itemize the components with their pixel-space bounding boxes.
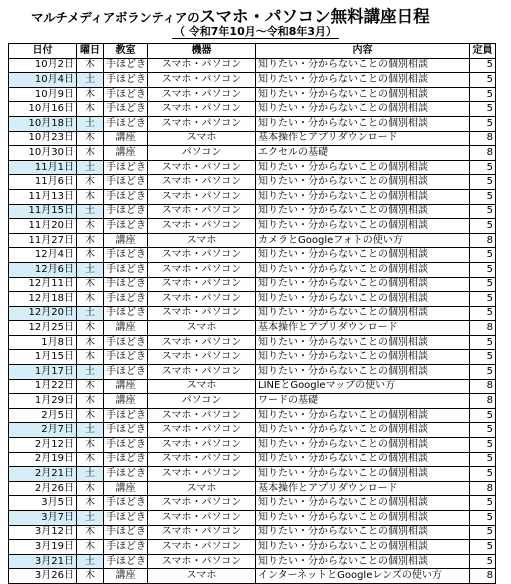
cell-classroom: 講座 (104, 379, 148, 394)
cell-date: 11月6日 (9, 175, 77, 190)
cell-day: 土 (77, 467, 104, 482)
title-prefix: マルチメディアボランティアの (31, 10, 200, 25)
cell-capacity: 5 (470, 116, 496, 131)
table-row (9, 496, 496, 511)
table-row (9, 350, 496, 365)
table-row (9, 569, 496, 584)
cell-day: 土 (77, 365, 104, 380)
cell-capacity: 5 (470, 160, 496, 175)
table-row (9, 131, 496, 146)
cell-day: 木 (77, 321, 104, 336)
cell-content: 知りたい・分からないことの個別相談 (256, 87, 470, 102)
cell-device: スマホ・パソコン (148, 365, 256, 380)
table-row (9, 102, 496, 117)
cell-content: インターネットとGoogleレンズの使い方 (256, 569, 470, 584)
cell-capacity: 5 (470, 219, 496, 234)
cell-date: 10月2日 (9, 58, 77, 73)
header-device: 機器 (148, 44, 256, 59)
cell-device: スマホ・パソコン (148, 277, 256, 292)
cell-day: 木 (77, 525, 104, 540)
table-row (9, 408, 496, 423)
cell-capacity: 5 (470, 87, 496, 102)
cell-day: 木 (77, 219, 104, 234)
cell-device: スマホ・パソコン (148, 423, 256, 438)
cell-device: スマホ・パソコン (148, 554, 256, 569)
cell-capacity: 5 (470, 423, 496, 438)
cell-classroom: 手ほどき (104, 467, 148, 482)
period-subtitle (0, 23, 511, 39)
header-day: 曜日 (77, 44, 104, 59)
cell-date: 2月12日 (9, 438, 77, 453)
cell-content: 知りたい・分からないことの個別相談 (256, 423, 470, 438)
cell-device: スマホ (148, 379, 256, 394)
cell-device: スマホ・パソコン (148, 204, 256, 219)
cell-classroom: 手ほどき (104, 438, 148, 453)
cell-content: LINEとGoogleマップの使い方 (256, 379, 470, 394)
cell-classroom: 講座 (104, 146, 148, 161)
title-main: スマホ・パソコン無料講座日程 (199, 7, 430, 26)
cell-device: スマホ・パソコン (148, 511, 256, 526)
cell-device: スマホ・パソコン (148, 73, 256, 88)
cell-classroom: 講座 (104, 233, 148, 248)
cell-capacity: 8 (470, 569, 496, 584)
cell-device: スマホ・パソコン (148, 496, 256, 511)
cell-classroom: 手ほどき (104, 189, 148, 204)
cell-capacity: 5 (470, 496, 496, 511)
cell-day: 土 (77, 160, 104, 175)
cell-content: 知りたい・分からないことの個別相談 (256, 116, 470, 131)
cell-device: スマホ・パソコン (148, 175, 256, 190)
cell-day: 木 (77, 540, 104, 555)
cell-day: 木 (77, 102, 104, 117)
table-row (9, 175, 496, 190)
cell-date: 3月12日 (9, 525, 77, 540)
table-row (9, 365, 496, 380)
cell-day: 土 (77, 511, 104, 526)
table-row (9, 73, 496, 88)
cell-capacity: 5 (470, 248, 496, 263)
cell-day: 木 (77, 189, 104, 204)
cell-date: 10月18日 (9, 116, 77, 131)
cell-classroom: 手ほどき (104, 248, 148, 263)
cell-date: 12月25日 (9, 321, 77, 336)
table-row (9, 248, 496, 263)
cell-day: 木 (77, 438, 104, 453)
cell-day: 土 (77, 262, 104, 277)
cell-device: スマホ・パソコン (148, 467, 256, 482)
table-row (9, 540, 496, 555)
cell-content: エクセルの基礎 (256, 146, 470, 161)
cell-date: 1月17日 (9, 365, 77, 380)
cell-capacity: 5 (470, 175, 496, 190)
cell-day: 木 (77, 58, 104, 73)
cell-classroom: 手ほどき (104, 365, 148, 380)
cell-capacity: 5 (470, 73, 496, 88)
cell-day: 木 (77, 233, 104, 248)
cell-content: 知りたい・分からないことの個別相談 (256, 540, 470, 555)
cell-device: パソコン (148, 146, 256, 161)
cell-day: 木 (77, 292, 104, 307)
cell-content: 知りたい・分からないことの個別相談 (256, 204, 470, 219)
table-row (9, 233, 496, 248)
cell-content: 基本操作とアプリダウンロード (256, 321, 470, 336)
cell-capacity: 5 (470, 467, 496, 482)
cell-day: 木 (77, 146, 104, 161)
cell-date: 10月23日 (9, 131, 77, 146)
cell-classroom: 講座 (104, 321, 148, 336)
cell-date: 3月26日 (9, 569, 77, 584)
cell-device: スマホ・パソコン (148, 116, 256, 131)
cell-capacity: 5 (470, 58, 496, 73)
cell-device: スマホ・パソコン (148, 248, 256, 263)
cell-capacity: 5 (470, 408, 496, 423)
cell-device: スマホ (148, 131, 256, 146)
cell-day: 木 (77, 481, 104, 496)
cell-capacity: 8 (470, 146, 496, 161)
schedule-body (9, 58, 496, 583)
cell-content: 知りたい・分からないことの個別相談 (256, 438, 470, 453)
cell-content: 基本操作とアプリダウンロード (256, 131, 470, 146)
cell-classroom: 手ほどき (104, 87, 148, 102)
document-header (0, 0, 511, 43)
table-row (9, 321, 496, 336)
cell-classroom: 手ほどき (104, 277, 148, 292)
cell-capacity: 5 (470, 189, 496, 204)
table-row (9, 335, 496, 350)
cell-date: 2月19日 (9, 452, 77, 467)
cell-content: 知りたい・分からないことの個別相談 (256, 73, 470, 88)
cell-date: 11月1日 (9, 160, 77, 175)
cell-content: 知りたい・分からないことの個別相談 (256, 350, 470, 365)
cell-capacity: 5 (470, 365, 496, 380)
cell-capacity: 5 (470, 277, 496, 292)
cell-day: 土 (77, 423, 104, 438)
cell-capacity: 5 (470, 540, 496, 555)
cell-day: 土 (77, 554, 104, 569)
cell-date: 11月20日 (9, 219, 77, 234)
cell-capacity: 5 (470, 335, 496, 350)
cell-device: スマホ・パソコン (148, 335, 256, 350)
cell-day: 木 (77, 175, 104, 190)
cell-classroom: 手ほどき (104, 116, 148, 131)
table-row (9, 204, 496, 219)
cell-date: 10月4日 (9, 73, 77, 88)
cell-classroom: 講座 (104, 131, 148, 146)
cell-day: 土 (77, 116, 104, 131)
table-row (9, 423, 496, 438)
header-classroom: 教室 (104, 44, 148, 59)
cell-capacity: 5 (470, 452, 496, 467)
cell-date: 11月13日 (9, 189, 77, 204)
table-row (9, 219, 496, 234)
cell-content: 知りたい・分からないことの個別相談 (256, 525, 470, 540)
cell-device: スマホ・パソコン (148, 438, 256, 453)
table-row (9, 511, 496, 526)
cell-device: スマホ・パソコン (148, 87, 256, 102)
cell-day: 木 (77, 379, 104, 394)
cell-capacity: 5 (470, 525, 496, 540)
cell-content: 知りたい・分からないことの個別相談 (256, 306, 470, 321)
table-row (9, 146, 496, 161)
cell-content: 知りたい・分からないことの個別相談 (256, 467, 470, 482)
table-row (9, 379, 496, 394)
cell-date: 2月7日 (9, 423, 77, 438)
table-row (9, 306, 496, 321)
cell-content: 知りたい・分からないことの個別相談 (256, 408, 470, 423)
cell-date: 2月5日 (9, 408, 77, 423)
cell-capacity: 5 (470, 511, 496, 526)
cell-classroom: 手ほどき (104, 496, 148, 511)
cell-classroom: 手ほどき (104, 452, 148, 467)
table-row (9, 481, 496, 496)
cell-date: 3月7日 (9, 511, 77, 526)
cell-capacity: 5 (470, 292, 496, 307)
cell-device: スマホ (148, 233, 256, 248)
cell-classroom: 手ほどき (104, 423, 148, 438)
table-header-row (9, 44, 496, 59)
cell-day: 木 (77, 408, 104, 423)
cell-classroom: 講座 (104, 481, 148, 496)
cell-date: 1月29日 (9, 394, 77, 409)
table-row (9, 452, 496, 467)
cell-day: 土 (77, 73, 104, 88)
cell-date: 3月21日 (9, 554, 77, 569)
cell-content: 基本操作とアプリダウンロード (256, 481, 470, 496)
cell-content: カメラとGoogleフォトの使い方 (256, 233, 470, 248)
table-row (9, 87, 496, 102)
cell-device: スマホ (148, 481, 256, 496)
table-row (9, 467, 496, 482)
schedule-table (8, 43, 496, 584)
header-content: 内容 (256, 44, 470, 59)
cell-capacity: 8 (470, 394, 496, 409)
table-row (9, 394, 496, 409)
cell-classroom: 手ほどき (104, 306, 148, 321)
cell-device: スマホ・パソコン (148, 102, 256, 117)
cell-capacity: 5 (470, 438, 496, 453)
table-row (9, 116, 496, 131)
cell-date: 12月4日 (9, 248, 77, 263)
cell-day: 木 (77, 350, 104, 365)
cell-device: スマホ・パソコン (148, 525, 256, 540)
cell-content: 知りたい・分からないことの個別相談 (256, 335, 470, 350)
cell-device: スマホ (148, 321, 256, 336)
cell-classroom: 手ほどき (104, 554, 148, 569)
cell-date: 1月8日 (9, 335, 77, 350)
cell-device: スマホ・パソコン (148, 540, 256, 555)
cell-capacity: 8 (470, 131, 496, 146)
cell-classroom: 講座 (104, 394, 148, 409)
table-row (9, 58, 496, 73)
cell-device: スマホ・パソコン (148, 219, 256, 234)
table-row (9, 160, 496, 175)
cell-classroom: 手ほどき (104, 350, 148, 365)
cell-capacity: 8 (470, 321, 496, 336)
cell-capacity: 5 (470, 350, 496, 365)
cell-capacity: 8 (470, 379, 496, 394)
cell-device: スマホ・パソコン (148, 292, 256, 307)
cell-device: スマホ・パソコン (148, 262, 256, 277)
cell-classroom: 手ほどき (104, 58, 148, 73)
cell-content: 知りたい・分からないことの個別相談 (256, 189, 470, 204)
cell-day: 木 (77, 87, 104, 102)
cell-date: 10月9日 (9, 87, 77, 102)
cell-capacity: 5 (470, 204, 496, 219)
cell-day: 木 (77, 131, 104, 146)
cell-classroom: 手ほどき (104, 73, 148, 88)
cell-date: 12月6日 (9, 262, 77, 277)
cell-day: 土 (77, 204, 104, 219)
cell-date: 12月20日 (9, 306, 77, 321)
cell-classroom: 手ほどき (104, 540, 148, 555)
cell-device: スマホ・パソコン (148, 350, 256, 365)
cell-day: 木 (77, 569, 104, 584)
table-row (9, 277, 496, 292)
cell-classroom: 手ほどき (104, 408, 148, 423)
cell-content: 知りたい・分からないことの個別相談 (256, 496, 470, 511)
cell-classroom: 手ほどき (104, 160, 148, 175)
cell-date: 10月16日 (9, 102, 77, 117)
cell-date: 2月21日 (9, 467, 77, 482)
cell-content: 知りたい・分からないことの個別相談 (256, 58, 470, 73)
cell-device: スマホ・パソコン (148, 189, 256, 204)
cell-capacity: 8 (470, 233, 496, 248)
cell-date: 3月5日 (9, 496, 77, 511)
cell-classroom: 手ほどき (104, 102, 148, 117)
cell-capacity: 5 (470, 306, 496, 321)
cell-content: 知りたい・分からないことの個別相談 (256, 365, 470, 380)
cell-device: スマホ・パソコン (148, 408, 256, 423)
cell-content: ワードの基礎 (256, 394, 470, 409)
cell-content: 知りたい・分からないことの個別相談 (256, 160, 470, 175)
table-row (9, 554, 496, 569)
cell-classroom: 手ほどき (104, 262, 148, 277)
cell-content: 知りたい・分からないことの個別相談 (256, 175, 470, 190)
cell-capacity: 5 (470, 554, 496, 569)
cell-content: 知りたい・分からないことの個別相談 (256, 102, 470, 117)
header-date: 日付 (9, 44, 77, 59)
cell-date: 1月22日 (9, 379, 77, 394)
cell-date: 11月15日 (9, 204, 77, 219)
cell-day: 木 (77, 452, 104, 467)
cell-classroom: 手ほどき (104, 335, 148, 350)
cell-device: スマホ・パソコン (148, 306, 256, 321)
cell-date: 2月26日 (9, 481, 77, 496)
cell-content: 知りたい・分からないことの個別相談 (256, 277, 470, 292)
cell-content: 知りたい・分からないことの個別相談 (256, 511, 470, 526)
cell-capacity: 5 (470, 262, 496, 277)
cell-content: 知りたい・分からないことの個別相談 (256, 452, 470, 467)
cell-device: スマホ (148, 569, 256, 584)
cell-content: 知りたい・分からないことの個別相談 (256, 248, 470, 263)
cell-day: 木 (77, 496, 104, 511)
cell-classroom: 講座 (104, 569, 148, 584)
cell-capacity: 8 (470, 481, 496, 496)
cell-device: スマホ・パソコン (148, 58, 256, 73)
cell-day: 土 (77, 306, 104, 321)
cell-device: パソコン (148, 394, 256, 409)
period-subtitle-text: （ 令和7年10月～令和8年3月） (173, 25, 338, 38)
cell-classroom: 手ほどき (104, 175, 148, 190)
header-capacity: 定員 (470, 44, 496, 59)
table-row (9, 292, 496, 307)
cell-capacity: 5 (470, 102, 496, 117)
cell-classroom: 手ほどき (104, 204, 148, 219)
cell-day: 木 (77, 394, 104, 409)
cell-device: スマホ・パソコン (148, 452, 256, 467)
cell-date: 1月15日 (9, 350, 77, 365)
cell-day: 木 (77, 335, 104, 350)
cell-device: スマホ・パソコン (148, 160, 256, 175)
cell-classroom: 手ほどき (104, 219, 148, 234)
cell-date: 12月18日 (9, 292, 77, 307)
cell-content: 知りたい・分からないことの個別相談 (256, 554, 470, 569)
cell-day: 木 (77, 277, 104, 292)
table-row (9, 189, 496, 204)
cell-content: 知りたい・分からないことの個別相談 (256, 262, 470, 277)
cell-classroom: 手ほどき (104, 525, 148, 540)
cell-date: 11月27日 (9, 233, 77, 248)
cell-date: 10月30日 (9, 146, 77, 161)
cell-content: 知りたい・分からないことの個別相談 (256, 219, 470, 234)
table-row (9, 438, 496, 453)
table-row (9, 525, 496, 540)
cell-classroom: 手ほどき (104, 292, 148, 307)
cell-day: 木 (77, 248, 104, 263)
cell-content: 知りたい・分からないことの個別相談 (256, 292, 470, 307)
cell-date: 12月11日 (9, 277, 77, 292)
table-row (9, 262, 496, 277)
cell-date: 3月19日 (9, 540, 77, 555)
cell-classroom: 手ほどき (104, 511, 148, 526)
